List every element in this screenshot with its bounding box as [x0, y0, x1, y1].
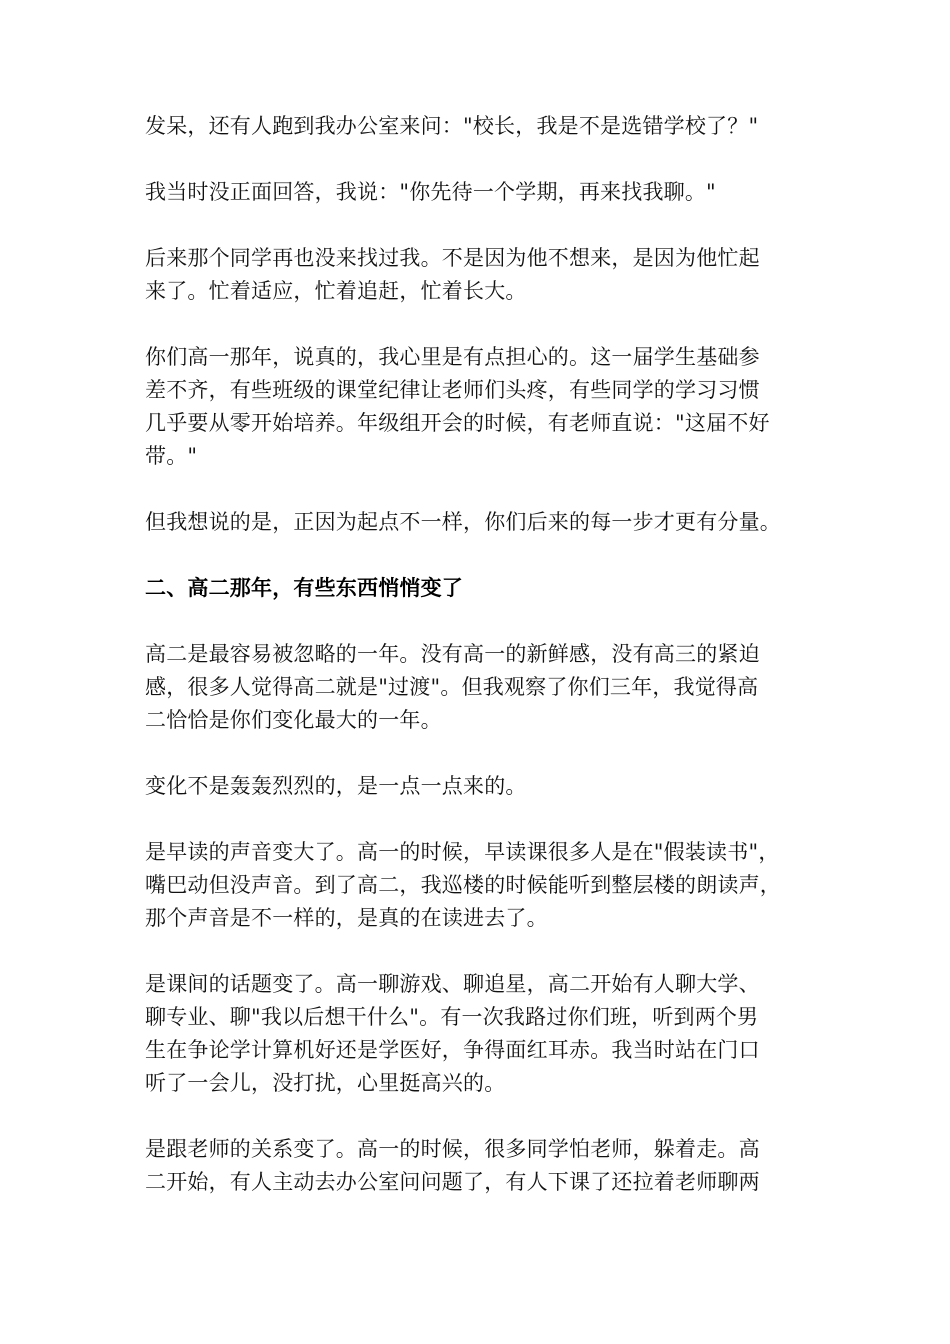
paragraph: [145, 341, 815, 473]
text-line: 发呆，还有人跑到我办公室来问："校长，我是不是选错学校了？": [145, 114, 759, 138]
text-line: 那个声音是不一样的，是真的在读进去了。: [145, 906, 548, 930]
text-line: 差不齐，有些班级的课堂纪律让老师们头疼，有些同学的学习习惯: [145, 378, 760, 402]
text-line: 高二是最容易被忽略的一年。没有高一的新鲜感，没有高三的紧迫: [145, 642, 760, 666]
text-line: 来了。忙着适应，忙着追赶，忙着长大。: [145, 279, 527, 303]
text-line: 我当时没正面回答，我说："你先待一个学期，再来找我聊。": [145, 180, 716, 204]
text-line: 二、高二那年，有些东西悄悄变了: [145, 576, 463, 600]
text-line: 几乎要从零开始培养。年级组开会的时候，有老师直说："这届不好: [145, 411, 770, 435]
text-line: 是跟老师的关系变了。高一的时候，很多同学怕老师，躲着走。高: [145, 1137, 760, 1161]
text-line: 聊专业、聊"我以后想干什么"。有一次我路过你们班，听到两个男: [145, 1005, 759, 1029]
text-line: 是早读的声音变大了。高一的时候，早读课很多人是在"假装读书"，: [145, 840, 780, 864]
section-heading: [145, 572, 815, 605]
text-line: 是课间的话题变了。高一聊游戏、聊追星，高二开始有人聊大学、: [145, 972, 760, 996]
paragraph: [145, 506, 815, 539]
text-line: 后来那个同学再也没来找过我。不是因为他不想来，是因为他忙起: [145, 246, 760, 270]
paragraph: [145, 968, 815, 1100]
paragraph: [145, 638, 815, 737]
text-line: 生在争论学计算机好还是学医好，争得面红耳赤。我当时站在门口: [145, 1038, 760, 1062]
text-line: 但我想说的是，正因为起点不一样，你们后来的每一步才更有分量。: [145, 510, 781, 534]
text-line: 变化不是轰轰烈烈的，是一点一点来的。: [145, 774, 527, 798]
text-line: 你们高一那年，说真的，我心里是有点担心的。这一届学生基础参: [145, 345, 760, 369]
text-line: 带。": [145, 444, 198, 468]
text-line: 二恰恰是你们变化最大的一年。: [145, 708, 442, 732]
paragraph: [145, 836, 815, 935]
paragraph: [145, 770, 815, 803]
text-line: 嘴巴动但没声音。到了高二，我巡楼的时候能听到整层楼的朗读声，: [145, 873, 781, 897]
document-body: [145, 110, 815, 1232]
text-line: 感，很多人觉得高二就是"过渡"。但我观察了你们三年，我觉得高: [145, 675, 759, 699]
text-line: 听了一会儿，没打扰，心里挺高兴的。: [145, 1071, 506, 1095]
paragraph: [145, 242, 815, 308]
paragraph: [145, 1133, 815, 1199]
paragraph: [145, 110, 815, 143]
text-line: 二开始，有人主动去办公室问问题了，有人下课了还拉着老师聊两: [145, 1170, 760, 1194]
paragraph: [145, 176, 815, 209]
